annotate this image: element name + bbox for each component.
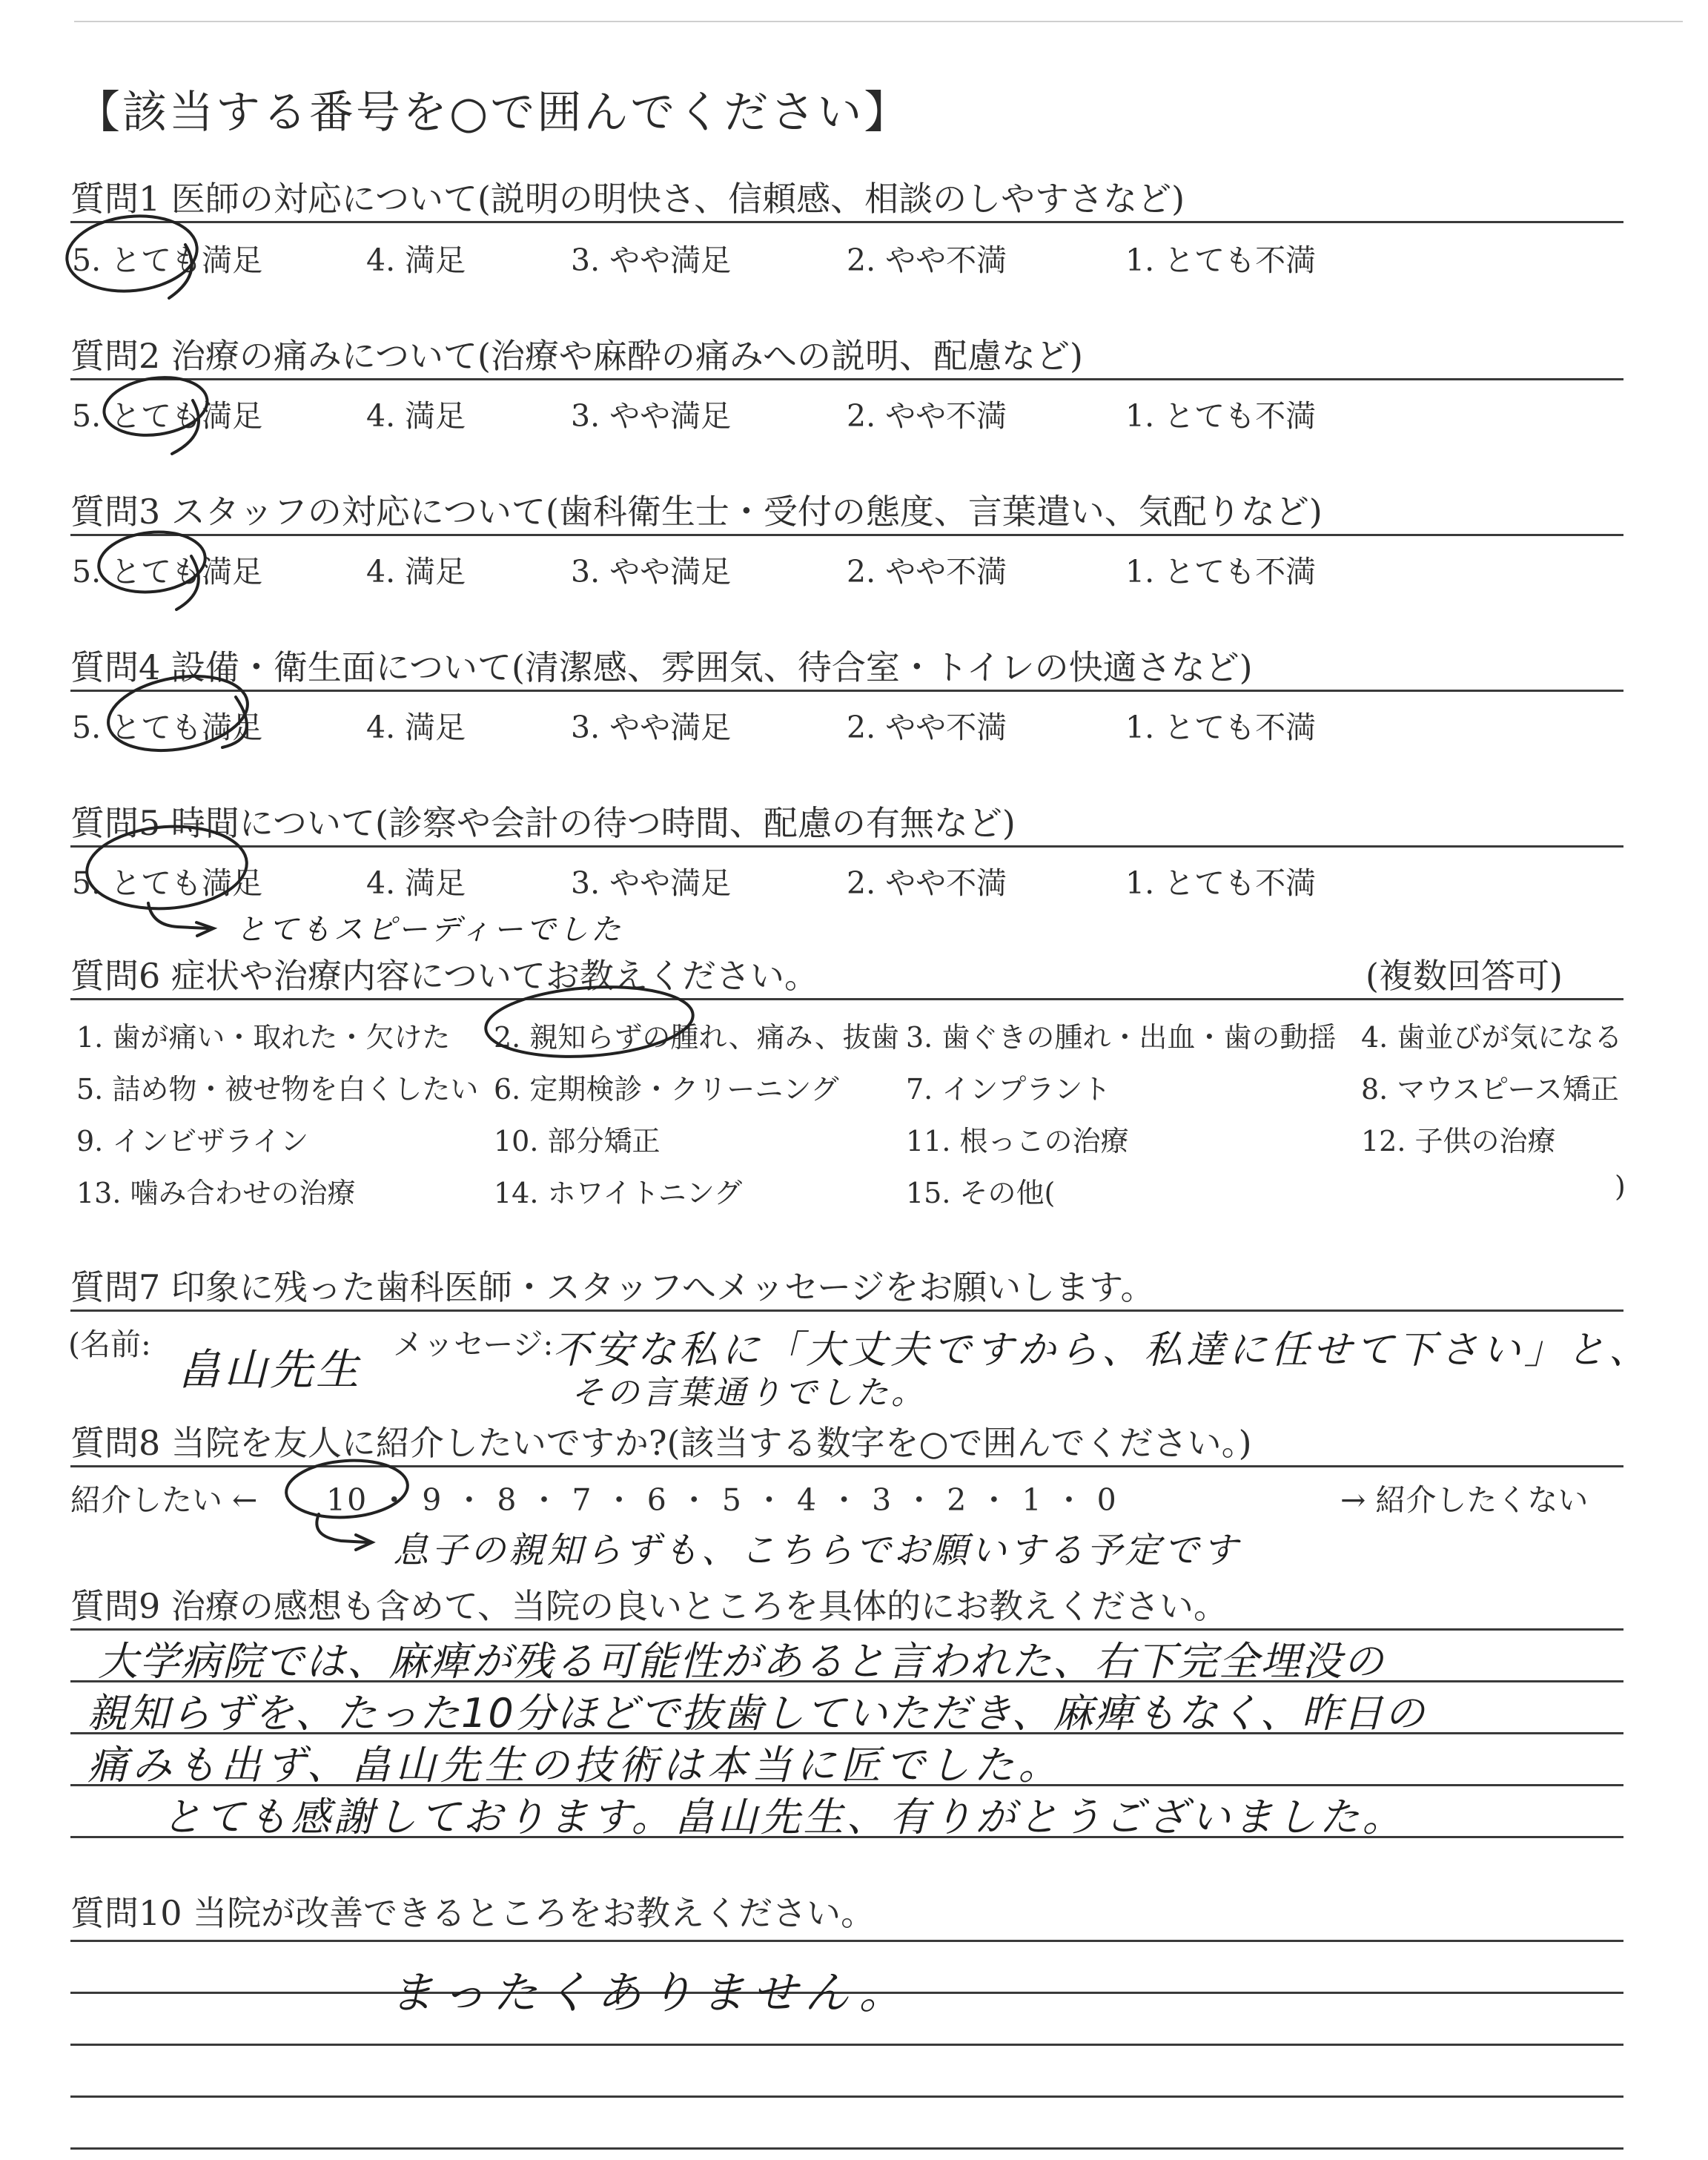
q2-option-5[interactable]: 5. とても満足 bbox=[72, 398, 263, 434]
q5-option-5[interactable]: 5. とても満足 bbox=[72, 865, 263, 901]
q4-option-1[interactable]: 1. とても不満 bbox=[1125, 710, 1317, 745]
q7-message-label: メッセージ: bbox=[393, 1327, 554, 1362]
q10-title: 質問10 当院が改善できるところをお教えください。 bbox=[70, 1893, 875, 1933]
q7-message-line-1[interactable]: 不安な私に「大丈夫ですから、私達に任せて下さい」と、 bbox=[552, 1328, 1652, 1373]
q6-option-3[interactable]: 3. 歯ぐきの腫れ・出血・歯の動揺 bbox=[906, 1021, 1337, 1054]
q3-title: 質問3 スタッフの対応について(歯科衛生士・受付の態度、言葉遣い、気配りなど) bbox=[70, 492, 1323, 532]
q6-rule bbox=[70, 998, 1623, 1000]
q6-title: 質問6 症状や治療内容についてお教えください。 bbox=[70, 956, 818, 996]
q6-option-6[interactable]: 6. 定期検診・クリーニング bbox=[494, 1073, 839, 1106]
q10-rule-5 bbox=[70, 2147, 1623, 2150]
q8-scale[interactable]: 10 ・ 9 ・ 8 ・ 7 ・ 6 ・ 5 ・ 4 ・ 3 ・ 2 ・ 1 ・ 0 bbox=[326, 1482, 1118, 1518]
q4-option-2[interactable]: 2. やや不満 bbox=[847, 710, 1007, 745]
q6-option-13[interactable]: 13. 噛み合わせの治療 bbox=[76, 1177, 356, 1209]
q2-rule bbox=[70, 378, 1623, 380]
q8-handwritten-note: 息子の親知らずも、こちらでお願いする予定です bbox=[393, 1530, 1241, 1571]
q8-arrow-head bbox=[356, 1535, 372, 1550]
q7-title: 質問7 印象に残った歯科医師・スタッフへメッセージをお願いします。 bbox=[70, 1267, 1155, 1307]
q10-rule-4 bbox=[70, 2095, 1623, 2098]
q6-option-2[interactable]: 2. 親知らずの腫れ、痛み、抜歯 bbox=[494, 1021, 899, 1054]
q1-option-1[interactable]: 1. とても不満 bbox=[1125, 242, 1317, 278]
q8-title: 質問8 当院を友人に紹介したいですか?(該当する数字を○で囲んでください。) bbox=[70, 1423, 1252, 1463]
q4-rule bbox=[70, 690, 1623, 692]
q9-answer-line-3[interactable]: 痛みも出ず、畠山先生の技術は本当に匠でした。 bbox=[87, 1742, 1063, 1789]
q6-option-9[interactable]: 9. インビザライン bbox=[76, 1125, 309, 1157]
q6-option-1[interactable]: 1. 歯が痛い・取れた・欠けた bbox=[76, 1021, 451, 1054]
q3-option-2[interactable]: 2. やや不満 bbox=[847, 554, 1007, 589]
q5-option-4[interactable]: 4. 満足 bbox=[366, 865, 466, 901]
q6-option-5[interactable]: 5. 詰め物・被せ物を白くしたい bbox=[76, 1073, 479, 1106]
q1-option-3[interactable]: 3. やや満足 bbox=[571, 242, 732, 278]
q5-arrow-head bbox=[196, 922, 214, 936]
q8-rule bbox=[70, 1465, 1623, 1467]
q5-option-1[interactable]: 1. とても不満 bbox=[1125, 865, 1317, 901]
q4-option-3[interactable]: 3. やや満足 bbox=[571, 710, 732, 745]
q6-option-15-close: ) bbox=[1615, 1170, 1626, 1203]
q4-option-4[interactable]: 4. 満足 bbox=[366, 710, 466, 745]
q5-arrow-line bbox=[148, 903, 208, 928]
q5-title: 質問5 時間について(診察や会計の待つ時間、配慮の有無など) bbox=[70, 803, 1016, 843]
q6-option-12[interactable]: 12. 子供の治療 bbox=[1361, 1125, 1556, 1157]
q6-option-8[interactable]: 8. マウスピース矯正 bbox=[1361, 1073, 1619, 1106]
q9-answer-line-2[interactable]: 親知らずを、たった10分ほどで抜歯していただき、麻痺もなく、昨日の bbox=[87, 1690, 1426, 1737]
q7-name-label: (名前: bbox=[68, 1327, 151, 1362]
q7-name-value[interactable]: 畠山先生 bbox=[178, 1344, 363, 1395]
q8-right-label: → 紹介したくない bbox=[1340, 1482, 1589, 1518]
q6-option-14[interactable]: 14. ホワイトニング bbox=[494, 1177, 743, 1209]
q5-option-3[interactable]: 3. やや満足 bbox=[571, 865, 732, 901]
q3-rule bbox=[70, 534, 1623, 536]
top-border bbox=[74, 21, 1683, 22]
q5-handwritten-note: とてもスピーディーでした bbox=[236, 913, 624, 947]
q5-option-2[interactable]: 2. やや不満 bbox=[847, 865, 1007, 901]
q4-option-5[interactable]: 5. とても満足 bbox=[72, 710, 263, 745]
q1-option-4[interactable]: 4. 満足 bbox=[366, 242, 466, 278]
q1-rule bbox=[70, 221, 1623, 223]
q10-rule-1 bbox=[70, 1940, 1623, 1942]
q4-title: 質問4 設備・衛生面について(清潔感、雰囲気、待合室・トイレの快適さなど) bbox=[70, 647, 1253, 687]
q2-option-2[interactable]: 2. やや不満 bbox=[847, 398, 1007, 434]
q5-rule bbox=[70, 845, 1623, 848]
q1-title: 質問1 医師の対応について(説明の明快さ、信頼感、相談のしやすさなど) bbox=[70, 179, 1185, 219]
q6-option-7[interactable]: 7. インプラント bbox=[906, 1073, 1111, 1106]
q9-title: 質問9 治療の感想も含めて、当院の良いところを具体的にお教えください。 bbox=[70, 1586, 1228, 1626]
q3-option-4[interactable]: 4. 満足 bbox=[366, 554, 466, 589]
q9-answer-line-4[interactable]: とても感謝しております。畠山先生、有りがとうございました。 bbox=[162, 1794, 1406, 1840]
q6-multi-answer-note: (複数回答可) bbox=[1366, 956, 1563, 996]
q8-left-label: 紹介したい ← bbox=[70, 1482, 258, 1518]
q2-option-1[interactable]: 1. とても不満 bbox=[1125, 398, 1317, 434]
q10-answer[interactable]: まったくありません。 bbox=[389, 1967, 911, 2019]
q10-rule-3 bbox=[70, 2044, 1623, 2046]
q3-option-3[interactable]: 3. やや満足 bbox=[571, 554, 732, 589]
q6-option-4[interactable]: 4. 歯並びが気になる bbox=[1361, 1021, 1623, 1054]
q6-option-10[interactable]: 10. 部分矯正 bbox=[494, 1125, 661, 1157]
q2-option-4[interactable]: 4. 満足 bbox=[366, 398, 466, 434]
q1-option-2[interactable]: 2. やや不満 bbox=[847, 242, 1007, 278]
q3-option-5[interactable]: 5. とても満足 bbox=[72, 554, 263, 589]
q7-rule bbox=[70, 1309, 1623, 1312]
q1-option-5[interactable]: 5. とても満足 bbox=[72, 242, 263, 278]
q6-option-15[interactable]: 15. その他( bbox=[906, 1177, 1056, 1209]
q2-option-3[interactable]: 3. やや満足 bbox=[571, 398, 732, 434]
q9-answer-line-1[interactable]: 大学病院では、麻痺が残る可能性があると言われた、右下完全埋没の bbox=[98, 1638, 1385, 1685]
q6-option-11[interactable]: 11. 根っこの治療 bbox=[906, 1125, 1129, 1157]
instruction-heading: 【該当する番号を○で囲んでください】 bbox=[76, 87, 911, 139]
q7-message-line-2[interactable]: その言葉通りでした。 bbox=[571, 1374, 927, 1412]
q2-title: 質問2 治療の痛みについて(治療や麻酔の痛みへの説明、配慮など) bbox=[70, 336, 1083, 376]
q3-option-1[interactable]: 1. とても不満 bbox=[1125, 554, 1317, 589]
